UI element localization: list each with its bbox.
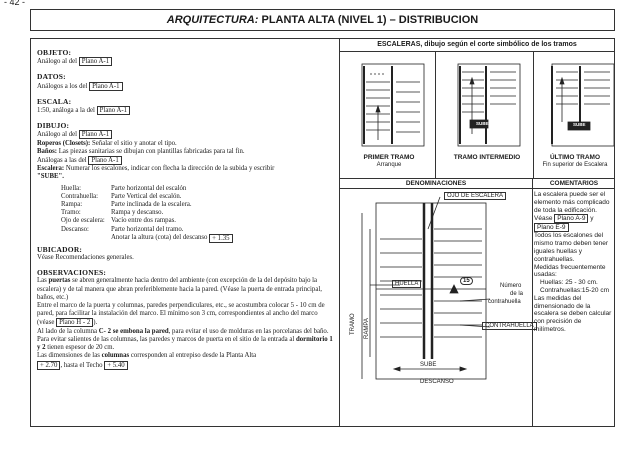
header-title: PLANTA ALTA (NIVEL 1) – DISTRIBUCION bbox=[261, 14, 479, 26]
ref-descanso-height: + 1.35 bbox=[209, 234, 232, 243]
tramo-divider-2 bbox=[533, 52, 534, 178]
comment-p1: La escalera puede ser el elemento más complicado de toda la edificación. bbox=[534, 191, 610, 214]
obs-marco: Entre el marco de la puerta y columnas, paredes perpendiculares, etc., se acostumbra colocar 5 - 10 cm de pared, para facilitar la instalación del marco. El mínimo son 3 cm, correspondientes al ancho del marco (véase Plano H - 2 ). bbox=[37, 302, 325, 327]
tramo-label-intermediate: TRAMO INTERMEDIO bbox=[453, 154, 521, 161]
obs-puertas: Las puertas se abren generalmente hacia dentro del ambiente (con excepción de la del depósito bajo la escalera) y de tal manera que abran preferiblemente hacia la pared. (Véase la puerta de entrada principal, baños, etc.) bbox=[37, 277, 322, 301]
comment-ref2: Plano E-9 bbox=[534, 223, 612, 232]
definition-row: Anotar la altura (cota) del descanso + 1.35 bbox=[37, 234, 335, 243]
ref-plano-a1: Plano A-1 bbox=[88, 156, 121, 165]
tramo-label-last: ÚLTIMO TRAMO bbox=[549, 154, 601, 161]
ubicador-text: Véase Recomendaciones generales. bbox=[37, 254, 134, 262]
banos-text: Baños: Las piezas sanitarias se dibujan con plantillas fabricadas para tal fin. bbox=[37, 147, 245, 155]
obs-salientes: Para evitar salientes de las columnas, las paredes y marcos de puerta en el sitio de la entrada al dormitorio 1 y 2 tienen espesor de 20 cm. bbox=[37, 335, 333, 352]
tramo-sub-last: Fin superior de Escalera bbox=[542, 162, 608, 168]
ref-plano-a1: Plano A-1 bbox=[79, 57, 112, 66]
comments-text bbox=[534, 191, 612, 334]
step-number: 15 bbox=[460, 277, 473, 285]
ojo-escalera-label: OJO DE ESCALERA bbox=[444, 192, 506, 200]
tramo-divider-1 bbox=[435, 52, 436, 178]
descanso-label: DESCANSO bbox=[420, 379, 454, 385]
ubicador-heading: UBICADOR: bbox=[37, 244, 83, 254]
definition-row: Rampa: Parte inclinada de la escalera. bbox=[61, 201, 192, 209]
huella-label: HUELLA bbox=[392, 280, 421, 288]
obs-columnas: Las dimensiones de las columnas corresponden al entrepiso desde la Planta Alta bbox=[37, 352, 257, 360]
tramo-label-first: PRIMER TRAMO bbox=[363, 154, 415, 161]
objeto-heading: OBJETO: bbox=[37, 48, 72, 57]
page-number: - 42 - bbox=[4, 0, 26, 7]
sube-text: "SUBE". bbox=[37, 173, 65, 181]
tramo-sub-first: Arranque bbox=[376, 162, 402, 168]
numero-label: Número bbox=[500, 283, 522, 289]
comment-p2: Todos los escalones del mismo tramo deben tener iguales huellas y contrahuellas. bbox=[534, 232, 609, 263]
definitions-list bbox=[37, 185, 335, 243]
ref-plano-a1: Plano A-1 bbox=[89, 82, 122, 91]
escalera-text: Escalera: Numerar los escalones, indicar con flecha la dirección de la subida y escribir bbox=[37, 165, 275, 173]
definition-row: Ojo de escalera: Vacío entre dos rampas. bbox=[61, 217, 176, 225]
definition-row: Tramo: Rampa y descanso. bbox=[61, 209, 164, 217]
analogas-text: Análogas a las del Plano A-1 bbox=[37, 156, 335, 165]
ref-cota-540: + 5.40 bbox=[104, 361, 127, 370]
right-column bbox=[340, 39, 614, 426]
right-divider bbox=[532, 178, 533, 426]
comment-huellas: Huellas: 25 - 30 cm. bbox=[540, 279, 598, 287]
escala-heading: ESCALA: bbox=[37, 96, 72, 106]
ref-plano-h2: Plano H - 2 bbox=[56, 318, 93, 327]
definition-row: Descanso: Parte horizontal del tramo. bbox=[61, 225, 184, 233]
definition-row: Huella: Parte horizontal del escalón bbox=[61, 184, 187, 192]
comment-p4: Las medidas del dimensionado de la escalera se deben calcular con precisión de milímetros. bbox=[534, 294, 612, 333]
tramo-axis-label: TRAMO bbox=[350, 313, 356, 335]
roperos-text: Roperos (Closets): Señalar el sitio y anotar el tipo. bbox=[37, 139, 177, 147]
ref-plano-a1: Plano A-1 bbox=[79, 130, 112, 139]
comentarios-heading: COMENTARIOS bbox=[532, 178, 615, 189]
dibujo-line: Análogo al del Plano A-1 bbox=[37, 130, 335, 139]
ref-cota-270: + 2.70 bbox=[37, 361, 60, 370]
page-header bbox=[30, 9, 615, 31]
sube-tag-mid: SUBE bbox=[476, 121, 489, 126]
tramo-sketches bbox=[340, 52, 614, 152]
observaciones-heading: OBSERVACIONES: bbox=[37, 268, 107, 278]
sube-label: SUBE bbox=[420, 362, 437, 368]
sube-tag-last: SUBE bbox=[573, 122, 586, 127]
ref-plano-a1: Plano A-1 bbox=[97, 106, 130, 115]
definition-row: Contrahuella: Parte Vertical del escalón. bbox=[61, 192, 182, 200]
obs-cotas: + 2.70 , hasta el Techo + 5.40 bbox=[37, 361, 335, 370]
datos-heading: DATOS: bbox=[37, 72, 66, 82]
objeto-text: Análogo al del Plano A-1 bbox=[37, 57, 335, 66]
intermediate-tramo-sketch bbox=[458, 64, 520, 146]
denominaciones-heading: DENOMINACIONES bbox=[340, 178, 532, 189]
comment-p3: Medidas frecuentemente usadas: bbox=[534, 263, 606, 279]
stair-diagram bbox=[340, 189, 532, 425]
comment-contra: Contrahuellas:15-20 cm bbox=[540, 286, 610, 294]
stairs-title: ESCALERAS, dibujo según el corte simbólico de los tramos bbox=[340, 39, 614, 52]
contrahuella-text: contrahuella bbox=[488, 299, 521, 305]
escala-text: 1:50, análoga a la del Plano A-1 bbox=[37, 106, 335, 115]
left-column bbox=[37, 45, 335, 370]
datos-text: Análogos a los del Plano A-1 bbox=[37, 82, 335, 91]
dibujo-heading: DIBUJO: bbox=[37, 121, 70, 131]
contrahuella-label: CONTRAHUELLA bbox=[482, 322, 537, 330]
rampa-axis-label: RAMPA bbox=[364, 318, 370, 339]
first-tramo-sketch bbox=[362, 64, 424, 146]
obs-columna: Al lado de la columna C- 2 se embona la pared, para evitar el uso de molduras en las porcelanas del baño. bbox=[37, 327, 329, 335]
comment-refs: Véase Plano A-9 y bbox=[534, 215, 594, 223]
de-la-label: de la bbox=[510, 291, 524, 297]
last-tramo-sketch bbox=[552, 64, 614, 146]
header-title-italic: ARQUITECTURA: bbox=[166, 14, 259, 26]
main-frame bbox=[30, 38, 615, 427]
